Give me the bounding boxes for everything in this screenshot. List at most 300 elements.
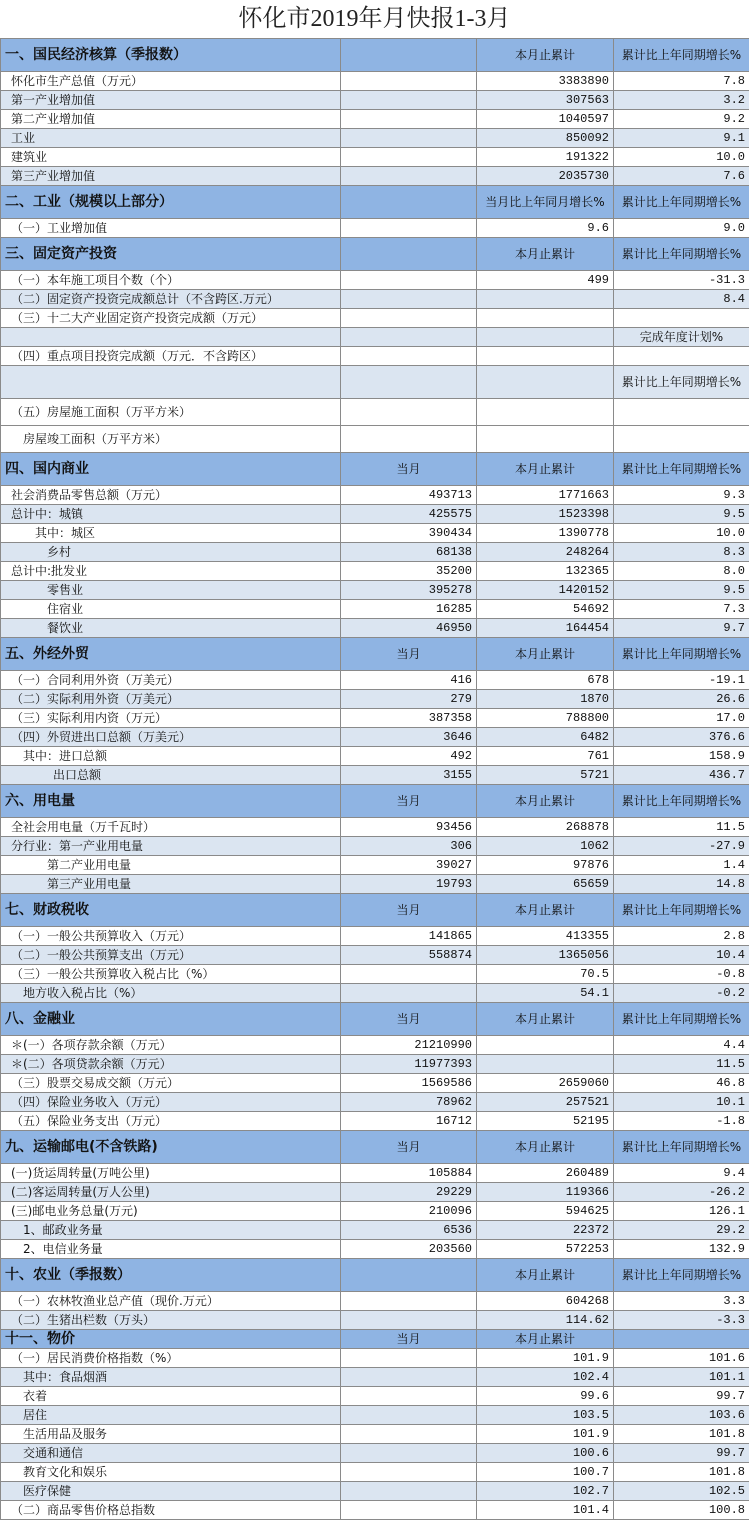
cell-value: 119366: [477, 1183, 614, 1202]
section-title: 三、固定资产投资: [1, 238, 341, 271]
cell-value: 累计比上年同期增长%: [614, 366, 749, 399]
cell-value: 103.5: [477, 1406, 614, 1425]
cell-value: -19.1: [614, 671, 749, 690]
cell-value: 390434: [341, 524, 477, 543]
row-label: （一）本年施工项目个数（个）: [1, 271, 341, 290]
cell-value: 279: [341, 690, 477, 709]
cell-value: 16712: [341, 1112, 477, 1131]
cell-value: [341, 290, 477, 309]
table-row: [1, 600, 749, 619]
cell-value: 126.1: [614, 1202, 749, 1221]
cell-value: [341, 219, 477, 238]
cell-value: [614, 309, 749, 328]
cell-value: 761: [477, 747, 614, 766]
column-header: 当月: [341, 1131, 477, 1164]
row-label: (一)货运周转量(万吨公里): [1, 1164, 341, 1183]
row-label: 1、邮政业务量: [1, 1221, 341, 1240]
column-header: 累计比上年同期增长%: [614, 1259, 749, 1292]
column-header: 本月止累计: [477, 1003, 614, 1036]
cell-value: [341, 167, 477, 186]
cell-value: 101.8: [614, 1425, 749, 1444]
column-header: 累计比上年同期增长%: [614, 453, 749, 486]
cell-value: 114.62: [477, 1311, 614, 1330]
cell-value: 17.0: [614, 709, 749, 728]
column-header: 当月比上年同月增长%: [477, 186, 614, 219]
row-label: 医疗保健: [1, 1482, 341, 1501]
cell-value: 10.1: [614, 1093, 749, 1112]
cell-value: [477, 1036, 614, 1055]
cell-value: [341, 309, 477, 328]
row-label: 怀化市生产总值（万元）: [1, 72, 341, 91]
row-label: (三)邮电业务总量(万元): [1, 1202, 341, 1221]
cell-value: 103.6: [614, 1406, 749, 1425]
cell-value: 9.7: [614, 619, 749, 638]
cell-value: 26.6: [614, 690, 749, 709]
cell-value: 35200: [341, 562, 477, 581]
cell-value: [341, 1387, 477, 1406]
cell-value: 8.3: [614, 543, 749, 562]
row-label: 其中：进口总额: [1, 747, 341, 766]
cell-value: 完成年度计划%: [614, 328, 749, 347]
column-header: 累计比上年同期增长%: [614, 1003, 749, 1036]
cell-value: 54692: [477, 600, 614, 619]
table-row: [1, 328, 749, 347]
table-row: [1, 1406, 749, 1425]
row-label: （五）保险业务支出（万元）: [1, 1112, 341, 1131]
section-title: 六、用电量: [1, 785, 341, 818]
cell-value: 2659060: [477, 1074, 614, 1093]
row-label: （三）一般公共预算收入税占比（%）: [1, 965, 341, 984]
cell-value: 102.4: [477, 1368, 614, 1387]
cell-value: [477, 399, 614, 426]
column-header: 本月止累计: [477, 1131, 614, 1164]
cell-value: 101.1: [614, 1368, 749, 1387]
cell-value: [341, 129, 477, 148]
row-label: 2、电信业务量: [1, 1240, 341, 1259]
row-label: （一）一般公共预算收入（万元）: [1, 927, 341, 946]
cell-value: [341, 72, 477, 91]
cell-value: 3383890: [477, 72, 614, 91]
table-row: [1, 486, 749, 505]
cell-value: 102.5: [614, 1482, 749, 1501]
row-label: 社会消费品零售总额（万元）: [1, 486, 341, 505]
column-header: 本月止累计: [477, 785, 614, 818]
row-label: （二）商品零售价格总指数: [1, 1501, 341, 1520]
cell-value: [341, 426, 477, 453]
table-row: [1, 309, 749, 328]
table-row: [1, 129, 749, 148]
section-header-row: [1, 785, 749, 818]
row-label: 教育文化和娱乐: [1, 1463, 341, 1482]
cell-value: 9.0: [614, 219, 749, 238]
table-row: [1, 524, 749, 543]
column-header: 当月: [341, 785, 477, 818]
table-row: [1, 965, 749, 984]
cell-value: [341, 148, 477, 167]
cell-value: 10.0: [614, 524, 749, 543]
table-row: [1, 1240, 749, 1259]
column-header: 当月: [341, 894, 477, 927]
table-row: [1, 1349, 749, 1368]
cell-value: 1870: [477, 690, 614, 709]
row-label: (二)客运周转量(万人公里): [1, 1183, 341, 1202]
cell-value: 8.0: [614, 562, 749, 581]
row-label: （二）实际利用外资（万美元）: [1, 690, 341, 709]
cell-value: -26.2: [614, 1183, 749, 1202]
cell-value: 46950: [341, 619, 477, 638]
column-header: 本月止累计: [477, 39, 614, 72]
cell-value: 1420152: [477, 581, 614, 600]
cell-value: 257521: [477, 1093, 614, 1112]
table-row: [1, 1311, 749, 1330]
row-label: （三）股票交易成交额（万元）: [1, 1074, 341, 1093]
cell-value: 8.4: [614, 290, 749, 309]
cell-value: 10.0: [614, 148, 749, 167]
cell-value: [477, 347, 614, 366]
table-row: [1, 709, 749, 728]
cell-value: 425575: [341, 505, 477, 524]
cell-value: 9.5: [614, 505, 749, 524]
cell-value: 70.5: [477, 965, 614, 984]
cell-value: 376.6: [614, 728, 749, 747]
table-row: [1, 671, 749, 690]
cell-value: 132365: [477, 562, 614, 581]
row-label: 住宿业: [1, 600, 341, 619]
cell-value: 558874: [341, 946, 477, 965]
section-header-row: [1, 1003, 749, 1036]
row-label: 衣着: [1, 1387, 341, 1406]
cell-value: 307563: [477, 91, 614, 110]
cell-value: 572253: [477, 1240, 614, 1259]
table-row: [1, 366, 749, 399]
cell-value: [477, 426, 614, 453]
table-row: [1, 927, 749, 946]
table-row: [1, 946, 749, 965]
section-title: 七、财政税收: [1, 894, 341, 927]
cell-value: 21210990: [341, 1036, 477, 1055]
row-label: 第三产业用电量: [1, 875, 341, 894]
cell-value: 1.4: [614, 856, 749, 875]
table-row: [1, 271, 749, 290]
cell-value: [341, 1349, 477, 1368]
cell-value: 54.1: [477, 984, 614, 1003]
cell-value: [341, 366, 477, 399]
table-row: [1, 1183, 749, 1202]
report-title: 怀化市2019年月快报1-3月: [0, 0, 749, 38]
cell-value: 1365056: [477, 946, 614, 965]
row-label: 建筑业: [1, 148, 341, 167]
cell-value: 416: [341, 671, 477, 690]
cell-value: 260489: [477, 1164, 614, 1183]
cell-value: 11977393: [341, 1055, 477, 1074]
table-row: [1, 1482, 749, 1501]
section-header-row: [1, 1131, 749, 1164]
section-header-row: [1, 453, 749, 486]
cell-value: 99.6: [477, 1387, 614, 1406]
row-label: （三）实际利用内资（万元）: [1, 709, 341, 728]
table-row: [1, 1221, 749, 1240]
section-header-row: [1, 186, 749, 219]
column-header: 本月止累计: [477, 238, 614, 271]
table-row: [1, 347, 749, 366]
cell-value: 65659: [477, 875, 614, 894]
cell-value: [341, 91, 477, 110]
cell-value: 68138: [341, 543, 477, 562]
cell-value: 19793: [341, 875, 477, 894]
cell-value: [477, 366, 614, 399]
cell-value: -31.3: [614, 271, 749, 290]
cell-value: [341, 1311, 477, 1330]
row-label: 总计中:批发业: [1, 562, 341, 581]
cell-value: 9.1: [614, 129, 749, 148]
cell-value: [341, 347, 477, 366]
cell-value: 102.7: [477, 1482, 614, 1501]
column-header: 当月: [341, 1003, 477, 1036]
table-row: [1, 690, 749, 709]
table-row: [1, 1093, 749, 1112]
cell-value: 46.8: [614, 1074, 749, 1093]
cell-value: 78962: [341, 1093, 477, 1112]
section-title: 九、运输邮电(不含铁路): [1, 1131, 341, 1164]
cell-value: 100.7: [477, 1463, 614, 1482]
cell-value: 3155: [341, 766, 477, 785]
cell-value: 395278: [341, 581, 477, 600]
report-table: [0, 38, 749, 1520]
table-row: [1, 1112, 749, 1131]
row-label: （二）一般公共预算支出（万元）: [1, 946, 341, 965]
cell-value: [341, 1406, 477, 1425]
row-label: [1, 328, 341, 347]
section-title: 二、工业（规模以上部分）: [1, 186, 341, 219]
cell-value: 99.7: [614, 1387, 749, 1406]
row-label: 第二产业用电量: [1, 856, 341, 875]
row-label: 工业: [1, 129, 341, 148]
section-header-row: [1, 39, 749, 72]
table-row: [1, 747, 749, 766]
table-row: [1, 728, 749, 747]
cell-value: -3.3: [614, 1311, 749, 1330]
row-label: （三）十二大产业固定资产投资完成额（万元）: [1, 309, 341, 328]
table-row: [1, 110, 749, 129]
row-label: （五）房屋施工面积（万平方米）: [1, 399, 341, 426]
table-row: [1, 1164, 749, 1183]
cell-value: 6482: [477, 728, 614, 747]
table-row: [1, 219, 749, 238]
table-row: [1, 72, 749, 91]
cell-value: 413355: [477, 927, 614, 946]
column-header: 累计比上年同期增长%: [614, 1131, 749, 1164]
cell-value: 101.9: [477, 1349, 614, 1368]
cell-value: 5721: [477, 766, 614, 785]
column-header: [341, 1259, 477, 1292]
cell-value: 248264: [477, 543, 614, 562]
table-row: [1, 984, 749, 1003]
row-label: （二）固定资产投资完成额总计（不含跨区.万元）: [1, 290, 341, 309]
cell-value: 604268: [477, 1292, 614, 1311]
cell-value: [341, 1425, 477, 1444]
cell-value: [341, 1368, 477, 1387]
cell-value: 101.4: [477, 1501, 614, 1520]
cell-value: [341, 965, 477, 984]
table-row: [1, 148, 749, 167]
cell-value: 9.6: [477, 219, 614, 238]
cell-value: 22372: [477, 1221, 614, 1240]
cell-value: 101.6: [614, 1349, 749, 1368]
section-header-row: [1, 638, 749, 671]
cell-value: 850092: [477, 129, 614, 148]
column-header: 当月: [341, 638, 477, 671]
table-row: [1, 562, 749, 581]
cell-value: [341, 1292, 477, 1311]
report-table-body: [1, 39, 749, 1520]
column-header: [341, 186, 477, 219]
cell-value: 105884: [341, 1164, 477, 1183]
cell-value: 678: [477, 671, 614, 690]
cell-value: [341, 1463, 477, 1482]
table-row: [1, 1036, 749, 1055]
column-header: 当月: [341, 1330, 477, 1349]
cell-value: [341, 328, 477, 347]
cell-value: 100.6: [477, 1444, 614, 1463]
table-row: [1, 426, 749, 453]
cell-value: [477, 309, 614, 328]
row-label: 零售业: [1, 581, 341, 600]
column-header: 累计比上年同期增长%: [614, 39, 749, 72]
section-title: 十一、物价: [1, 1330, 341, 1349]
cell-value: 436.7: [614, 766, 749, 785]
table-row: [1, 1463, 749, 1482]
row-label: ＊(一）各项存款余额（万元）: [1, 1036, 341, 1055]
row-label: 总计中：城镇: [1, 505, 341, 524]
row-label: 交通和通信: [1, 1444, 341, 1463]
cell-value: [341, 1482, 477, 1501]
row-label: （四）保险业务收入（万元）: [1, 1093, 341, 1112]
cell-value: 387358: [341, 709, 477, 728]
column-header: 累计比上年同期增长%: [614, 238, 749, 271]
row-label: 全社会用电量（万千瓦时）: [1, 818, 341, 837]
cell-value: 203560: [341, 1240, 477, 1259]
section-title: 一、国民经济核算（季报数）: [1, 39, 341, 72]
row-label: 餐饮业: [1, 619, 341, 638]
row-label: 出口总额: [1, 766, 341, 785]
table-row: [1, 91, 749, 110]
column-header: 本月止累计: [477, 453, 614, 486]
cell-value: -27.9: [614, 837, 749, 856]
row-label: 乡村: [1, 543, 341, 562]
section-title: 四、国内商业: [1, 453, 341, 486]
column-header: 累计比上年同期增长%: [614, 894, 749, 927]
column-header: [341, 39, 477, 72]
row-label: （一）农林牧渔业总产值（现价.万元）: [1, 1292, 341, 1311]
cell-value: 9.4: [614, 1164, 749, 1183]
column-header: 累计比上年同期增长%: [614, 785, 749, 818]
cell-value: [341, 399, 477, 426]
column-header: [341, 238, 477, 271]
column-header: 本月止累计: [477, 1259, 614, 1292]
cell-value: 499: [477, 271, 614, 290]
row-label: （一）合同利用外资（万美元）: [1, 671, 341, 690]
table-row: [1, 1444, 749, 1463]
cell-value: [341, 110, 477, 129]
cell-value: 1390778: [477, 524, 614, 543]
cell-value: 210096: [341, 1202, 477, 1221]
cell-value: 3.3: [614, 1292, 749, 1311]
cell-value: 191322: [477, 148, 614, 167]
cell-value: [614, 347, 749, 366]
row-label: 其中：城区: [1, 524, 341, 543]
column-header: 本月止累计: [477, 638, 614, 671]
cell-value: 2.8: [614, 927, 749, 946]
cell-value: 39027: [341, 856, 477, 875]
cell-value: 16285: [341, 600, 477, 619]
table-row: [1, 1425, 749, 1444]
table-row: [1, 818, 749, 837]
cell-value: [341, 984, 477, 1003]
column-header: 本月止累计: [477, 894, 614, 927]
table-row: [1, 1501, 749, 1520]
cell-value: -1.8: [614, 1112, 749, 1131]
cell-value: -0.8: [614, 965, 749, 984]
row-label: （二）生猪出栏数（万头）: [1, 1311, 341, 1330]
cell-value: 7.6: [614, 167, 749, 186]
cell-value: 1569586: [341, 1074, 477, 1093]
section-title: 十、农业（季报数）: [1, 1259, 341, 1292]
table-row: [1, 290, 749, 309]
cell-value: [477, 290, 614, 309]
table-row: [1, 766, 749, 785]
cell-value: 97876: [477, 856, 614, 875]
column-header: 当月: [341, 453, 477, 486]
table-row: [1, 1368, 749, 1387]
table-row: [1, 1292, 749, 1311]
cell-value: 101.9: [477, 1425, 614, 1444]
cell-value: 306: [341, 837, 477, 856]
table-row: [1, 543, 749, 562]
table-row: [1, 1074, 749, 1093]
cell-value: 11.5: [614, 818, 749, 837]
row-label: 地方收入税占比（%）: [1, 984, 341, 1003]
row-label: 其中：食品烟酒: [1, 1368, 341, 1387]
cell-value: 1523398: [477, 505, 614, 524]
cell-value: 101.8: [614, 1463, 749, 1482]
cell-value: 6536: [341, 1221, 477, 1240]
cell-value: 7.3: [614, 600, 749, 619]
cell-value: 7.8: [614, 72, 749, 91]
row-label: [1, 366, 341, 399]
cell-value: 1040597: [477, 110, 614, 129]
table-row: [1, 1387, 749, 1406]
cell-value: 11.5: [614, 1055, 749, 1074]
column-header: 累计比上年同期增长%: [614, 638, 749, 671]
cell-value: [341, 1501, 477, 1520]
column-header: 本月止累计: [477, 1330, 614, 1349]
table-row: [1, 167, 749, 186]
cell-value: [477, 1055, 614, 1074]
cell-value: 9.2: [614, 110, 749, 129]
cell-value: 164454: [477, 619, 614, 638]
row-label: 房屋竣工面积（万平方米）: [1, 426, 341, 453]
cell-value: 141865: [341, 927, 477, 946]
table-row: [1, 505, 749, 524]
row-label: （一）工业增加值: [1, 219, 341, 238]
cell-value: 3.2: [614, 91, 749, 110]
column-header: 累计比上年同期增长%: [614, 186, 749, 219]
table-row: [1, 619, 749, 638]
table-row: [1, 837, 749, 856]
row-label: （一）居民消费价格指数（%）: [1, 1349, 341, 1368]
cell-value: 1062: [477, 837, 614, 856]
cell-value: 93456: [341, 818, 477, 837]
